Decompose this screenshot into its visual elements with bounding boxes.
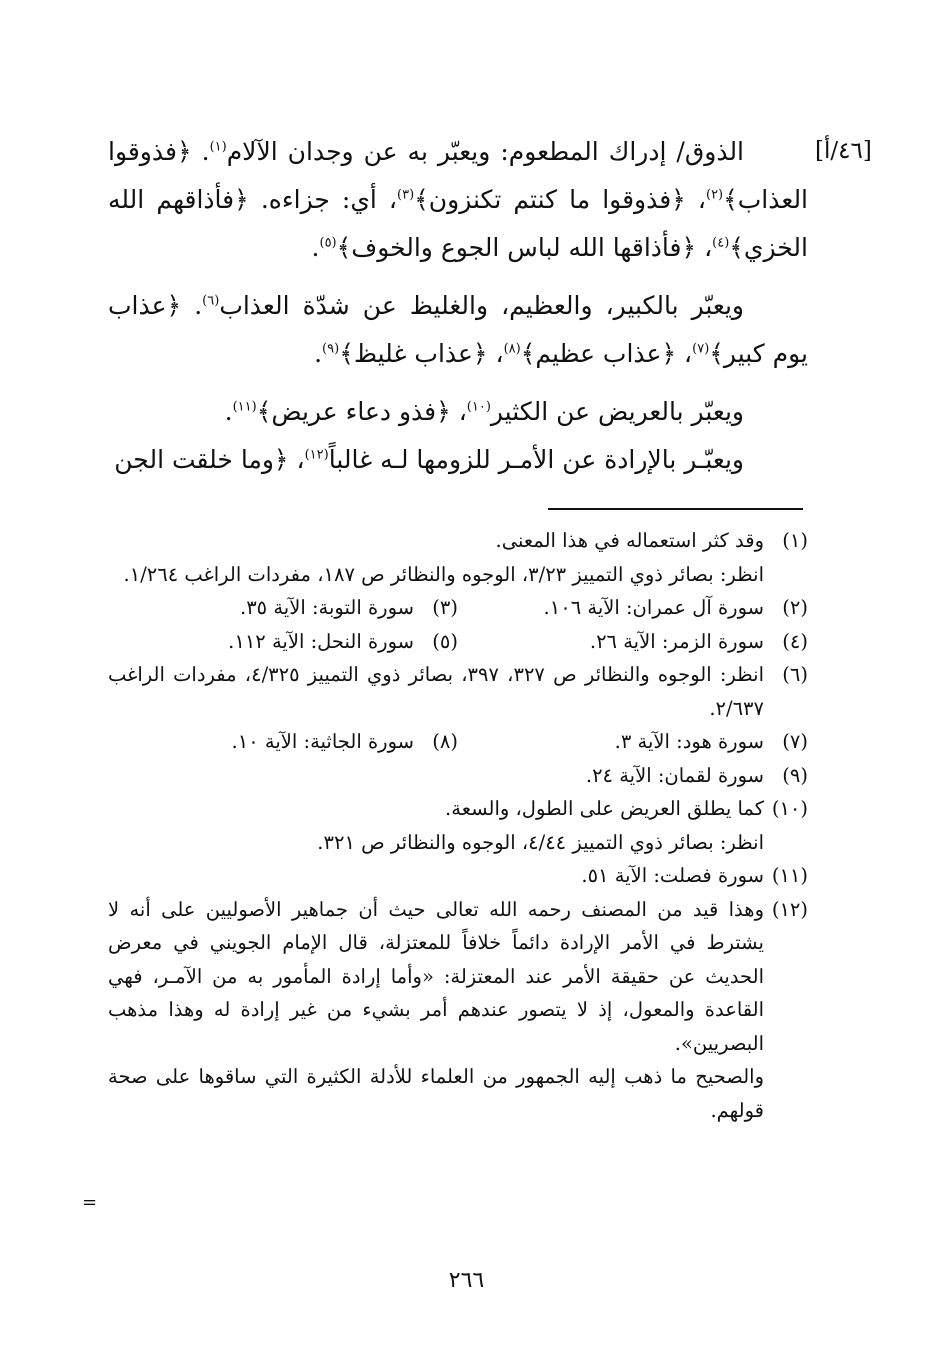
footnote-ref-11[interactable]: (١١)	[232, 399, 257, 415]
footnote-text: سورة هود: الآية ٣.	[614, 730, 764, 753]
footnote-8	[108, 725, 458, 759]
footnote-ref-1[interactable]: (١)	[209, 139, 227, 155]
footnotes	[108, 524, 808, 1127]
footnote-number: (٧)	[782, 730, 808, 753]
footnote-number: (١٢)	[771, 897, 808, 921]
footnote-ref-7[interactable]: (٧)	[692, 341, 710, 357]
text-run: . ﴿عذاب يوم كبير﴾	[108, 291, 808, 368]
footnote-text: سورة الجاثية: الآية ١٠.	[231, 730, 414, 753]
footnote-separator	[548, 508, 803, 510]
footnote-4	[458, 625, 808, 659]
footnote-text: كما يطلق العريض على الطول، والسعة.	[445, 797, 764, 820]
paragraph-will	[108, 436, 808, 484]
footnote-text: سورة الزمر: الآية ٢٦.	[589, 629, 764, 653]
page-number: ٢٦٦	[448, 1268, 485, 1293]
footnote-12-continuation	[108, 1060, 808, 1127]
edge-mark: =	[82, 1192, 98, 1213]
text-run: ، ﴿فذوقوا ما كنتم تكنزون﴾	[414, 185, 706, 214]
footnote-number: (٢)	[782, 596, 808, 619]
footnote-row-2-3	[108, 591, 808, 625]
text-run: ، ﴿وما خلقت الجن	[114, 445, 305, 474]
footnote-number-spacer	[764, 1060, 808, 1127]
footnote-7	[458, 725, 808, 759]
paragraph-great	[108, 282, 808, 378]
footnote-number: (١)	[782, 529, 808, 552]
footnote-12	[108, 893, 808, 1061]
text-run: . ﴿فذوقوا العذاب﴾	[108, 137, 809, 214]
main-text	[108, 128, 808, 484]
footnote-ref-9[interactable]: (٩)	[322, 341, 340, 357]
footnote-text: وهذا قيد من المصنف رحمه الله تعالى حيث أن جماهير الأصوليين على أنه لا يشترط في الأمر الإرادة دائماً خلافاً للمعتزلة، قال الإمام الجويني في معرض الحديث عن حقيقة الأمر عند المعتزلة: «وأما إرادة المأمور به من الآمـر، فهي القاعدة والمعول، إذ لا يتصور عندهم أمر بشيء من غير إرادة له وهذا مذهب البصريين».	[108, 897, 764, 1055]
text-run: ، أي: جزاءه. ﴿فأذاقهم الله الخزي﴾	[108, 185, 808, 262]
footnote-6	[108, 658, 808, 725]
text-run: ويعبّر بالعريض عن الكثير	[490, 397, 744, 426]
footnote-11	[108, 859, 808, 893]
text-run: الذوق/ إدراك المطعوم: ويعبّر به عن وجدان الآلام	[226, 137, 745, 166]
paragraph-broad	[108, 388, 808, 436]
footnote-ref-5[interactable]: (٥)	[319, 235, 337, 251]
footnote-number: (٩)	[782, 763, 808, 787]
text-run: .	[224, 397, 233, 426]
footnote-3	[108, 591, 458, 625]
footnote-ref-2[interactable]: (٢)	[705, 187, 724, 203]
footnote-text: انظر: بصائر ذوي التمييز ٤/٤٤، الوجوه والنظائر ص ٣٢١.	[317, 830, 764, 854]
footnote-number-spacer	[764, 558, 808, 592]
footnote-text: وقد كثر استعماله في هذا المعنى.	[495, 529, 764, 552]
footnote-row-4-5	[108, 625, 808, 659]
footnote-number-spacer	[764, 826, 808, 860]
text-run: ، ﴿عذاب غليظ﴾	[339, 339, 504, 368]
footnote-text: سورة فصلت: الآية ٥١.	[581, 864, 764, 887]
footnote-number: (١٠)	[771, 797, 808, 820]
footnote-number: (٣)	[432, 596, 458, 619]
footnote-ref-3[interactable]: (٣)	[397, 187, 415, 203]
manuscript-folio-reference: [٤٦/أ]	[815, 138, 872, 164]
footnote-10	[108, 792, 808, 826]
footnote-ref-8[interactable]: (٨)	[503, 341, 521, 357]
footnote-ref-10[interactable]: (١٠)	[466, 399, 491, 415]
footnote-number: (٦)	[782, 663, 808, 686]
text-run: .	[311, 233, 320, 262]
footnote-number: (٨)	[432, 730, 458, 753]
footnote-2	[458, 591, 808, 625]
text-run: ، ﴿فأذاقها الله لباس الجوع والخوف﴾	[336, 233, 713, 262]
text-run: ويعبّر بالكبير، والعظيم، والغليظ عن شدّة العذاب	[219, 291, 745, 320]
footnote-1-reference	[108, 558, 808, 592]
footnote-ref-4[interactable]: (٤)	[712, 235, 730, 251]
footnote-number: (٥)	[432, 629, 458, 653]
footnote-text: انظر: بصائر ذوي التمييز ٣/٢٣، الوجوه والنظائر ص ١٨٧، مفردات الراغب ١/٢٦٤.	[123, 562, 764, 586]
footnote-ref-6[interactable]: (٦)	[202, 293, 220, 309]
text-run: ويعبّـر بالإرادة عن الأمـر للزومها لـه غالباً	[328, 445, 744, 474]
footnote-ref-12[interactable]: (١٢)	[304, 447, 329, 463]
text-run: ، ﴿فذو دعاء عريض﴾	[256, 397, 467, 426]
footnote-10-reference	[108, 826, 808, 860]
footnote-number: (١١)	[771, 864, 808, 887]
footnote-text: والصحيح ما ذهب إليه الجمهور من العلماء للأدلة الكثيرة التي ساقوها على صحة قولهم.	[108, 1065, 764, 1122]
text-run: .	[314, 339, 323, 368]
footnote-text: سورة آل عمران: الآية ١٠٦.	[543, 596, 764, 619]
footnote-row-7-8	[108, 725, 808, 759]
footnote-text: انظر: الوجوه والنظائر ص ٣٢٧، ٣٩٧، بصائر ذوي التمييز ٤/٣٢٥، مفردات الراغب ٢/٦٣٧.	[108, 663, 764, 720]
footnote-9	[108, 759, 808, 793]
footnote-text: سورة لقمان: الآية ٢٤.	[585, 763, 764, 787]
footnote-1	[108, 524, 808, 558]
footnote-number: (٤)	[782, 629, 808, 653]
paragraph-taste	[108, 128, 808, 272]
text-run: ، ﴿عذاب عظيم﴾	[520, 339, 693, 368]
footnote-5	[108, 625, 458, 659]
footnote-text: سورة التوبة: الآية ٣٥.	[240, 596, 414, 619]
footnote-text: سورة النحل: الآية ١١٢.	[228, 629, 414, 653]
